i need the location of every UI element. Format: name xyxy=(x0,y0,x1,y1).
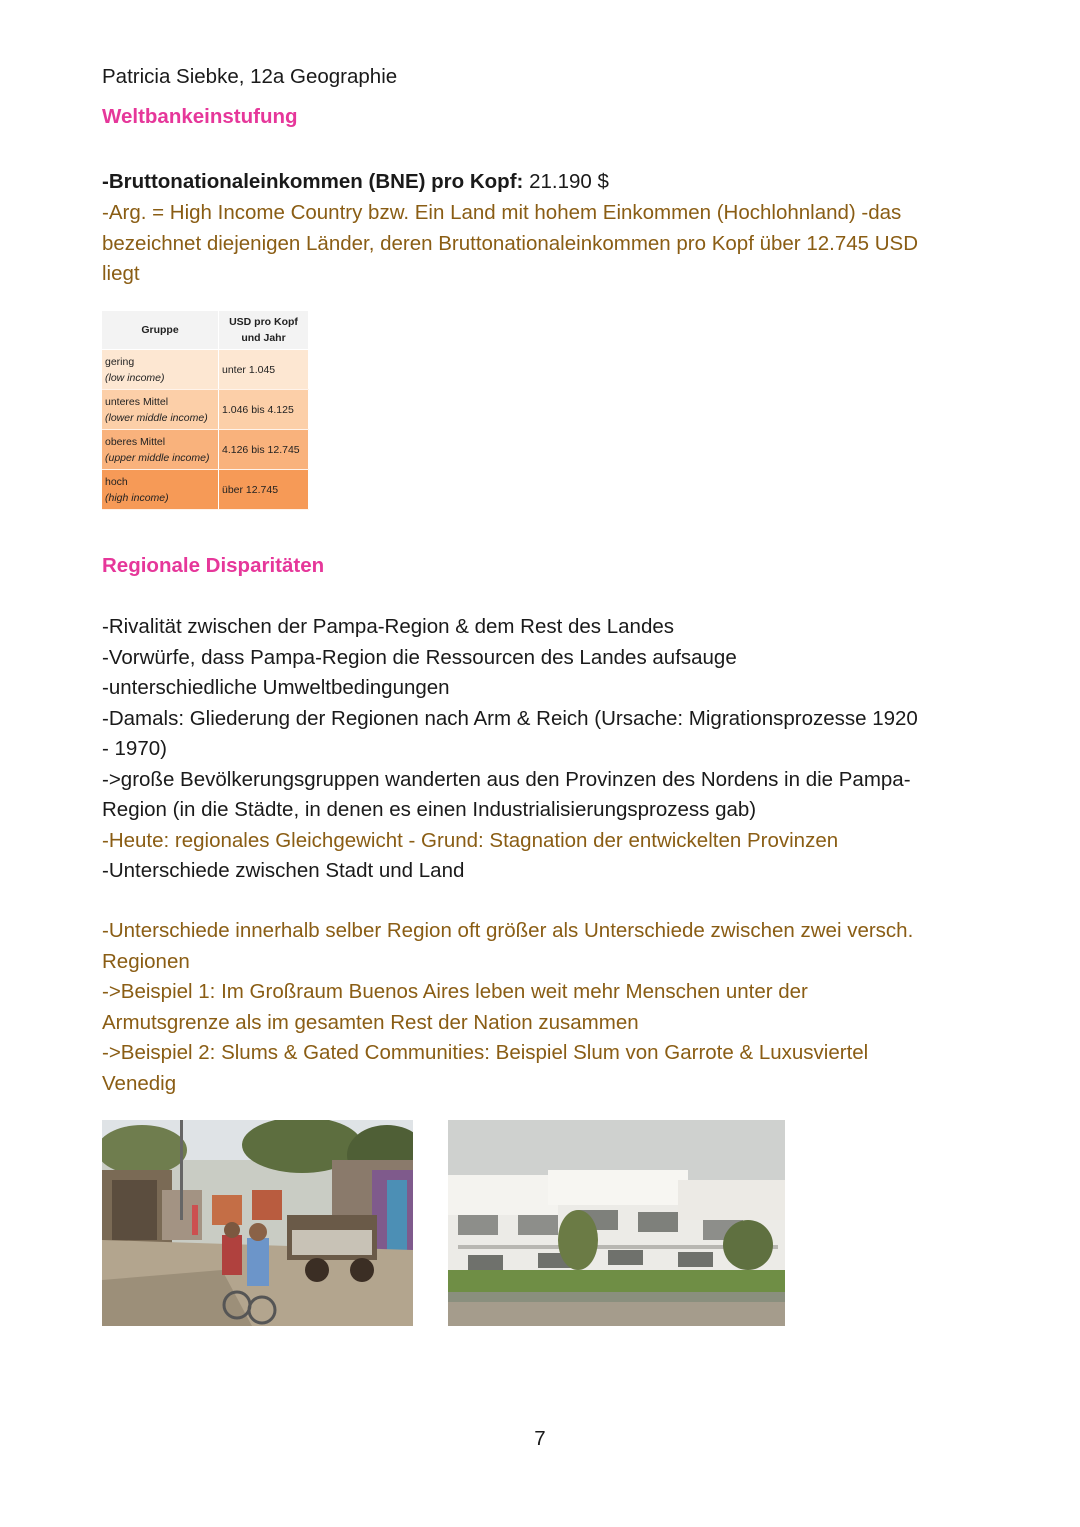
group-cell xyxy=(102,470,219,510)
header-gruppe: Gruppe xyxy=(102,311,219,350)
list-item: - 1970) xyxy=(102,737,167,760)
value-cell: über 12.745 xyxy=(219,470,309,510)
arg-line: bezeichnet diejenigen Länder, deren Bruttonationaleinkommen pro Kopf über 12.745 USD xyxy=(102,231,918,255)
table-row xyxy=(102,430,309,470)
group-cell xyxy=(102,430,219,470)
bne-label: -Bruttonationaleinkommen (BNE) pro Kopf: xyxy=(102,170,524,193)
header-usd-line1: USD pro Kopf xyxy=(229,316,298,328)
table-row xyxy=(102,470,309,510)
example-line: Venedig xyxy=(102,1071,177,1095)
disparity-list xyxy=(102,612,918,887)
bne-value: 21.190 $ xyxy=(523,170,609,193)
list-item: -Vorwürfe, dass Pampa-Region die Ressourcen des Landes aufsauge xyxy=(102,645,737,669)
bne-line xyxy=(102,167,609,198)
table-row xyxy=(102,350,309,390)
examples-paragraph xyxy=(102,916,913,1099)
slum-photo-illustration xyxy=(102,1120,413,1326)
section-title-disparitaeten: Regionale Disparitäten xyxy=(102,554,325,577)
group-name-en: (lower middle income) xyxy=(105,411,208,424)
list-item: Region (in die Städte, in denen es einen Industrialisierungsprozess gab) xyxy=(102,798,757,821)
list-item: -unterschiedliche Umweltbedingungen xyxy=(102,676,450,699)
example-line: ->Beispiel 1: Im Großraum Buenos Aires leben weit mehr Menschen unter der xyxy=(102,980,808,1003)
arg-line: -Arg. = High Income Country bzw. Ein Land mit hohem Einkommen (Hochlohnland) -das xyxy=(102,201,902,224)
example-line: -Unterschiede innerhalb selber Region oft größer als Unterschiede zwischen zwei versch. xyxy=(102,919,914,942)
group-name-en: (upper middle income) xyxy=(105,451,210,464)
example-line: Armutsgrenze als im gesamten Rest der Nation zusammen xyxy=(102,1010,639,1034)
gated-community-photo xyxy=(448,1120,785,1326)
author-line: Patricia Siebke, 12a Geographie xyxy=(102,65,398,88)
income-group-table xyxy=(102,311,309,510)
list-item-today: -Heute: regionales Gleichgewicht - Grund: Stagnation der entwickelten Provinzen xyxy=(102,828,839,852)
table-header-row xyxy=(102,311,309,350)
group-name: hoch xyxy=(105,475,128,488)
group-name-en: (low income) xyxy=(105,371,165,384)
slum-photo xyxy=(102,1120,413,1326)
list-item: ->große Bevölkerungsgruppen wanderten aus den Provinzen des Nordens in die Pampa- xyxy=(102,767,911,791)
value-cell: 1.046 bis 4.125 xyxy=(219,390,309,430)
group-cell xyxy=(102,390,219,430)
group-name: unteres Mittel xyxy=(105,395,169,408)
group-name: gering xyxy=(105,355,135,368)
header-usd xyxy=(219,311,309,350)
table-row xyxy=(102,390,309,430)
gated-community-illustration xyxy=(448,1120,785,1326)
value-cell: 4.126 bis 12.745 xyxy=(219,430,309,470)
group-name: oberes Mittel xyxy=(105,435,166,448)
list-item: -Rivalität zwischen der Pampa-Region & dem Rest des Landes xyxy=(102,615,674,638)
example-line: ->Beispiel 2: Slums & Gated Communities: Beispiel Slum von Garrote & Luxusviertel xyxy=(102,1041,869,1064)
list-item: -Damals: Gliederung der Regionen nach Arm & Reich (Ursache: Migrationsprozesse 1920 xyxy=(102,706,918,730)
example-line: Regionen xyxy=(102,949,190,973)
section-title-weltbank: Weltbankeinstufung xyxy=(102,105,298,128)
page-number: 7 xyxy=(534,1427,546,1450)
header-usd-line2: und Jahr xyxy=(241,332,286,344)
value-cell: unter 1.045 xyxy=(219,350,309,390)
arg-line: liegt xyxy=(102,262,140,285)
group-name-en: (high income) xyxy=(105,491,169,504)
arg-paragraph xyxy=(102,198,918,290)
group-cell xyxy=(102,350,219,390)
list-item: -Unterschiede zwischen Stadt und Land xyxy=(102,859,465,882)
